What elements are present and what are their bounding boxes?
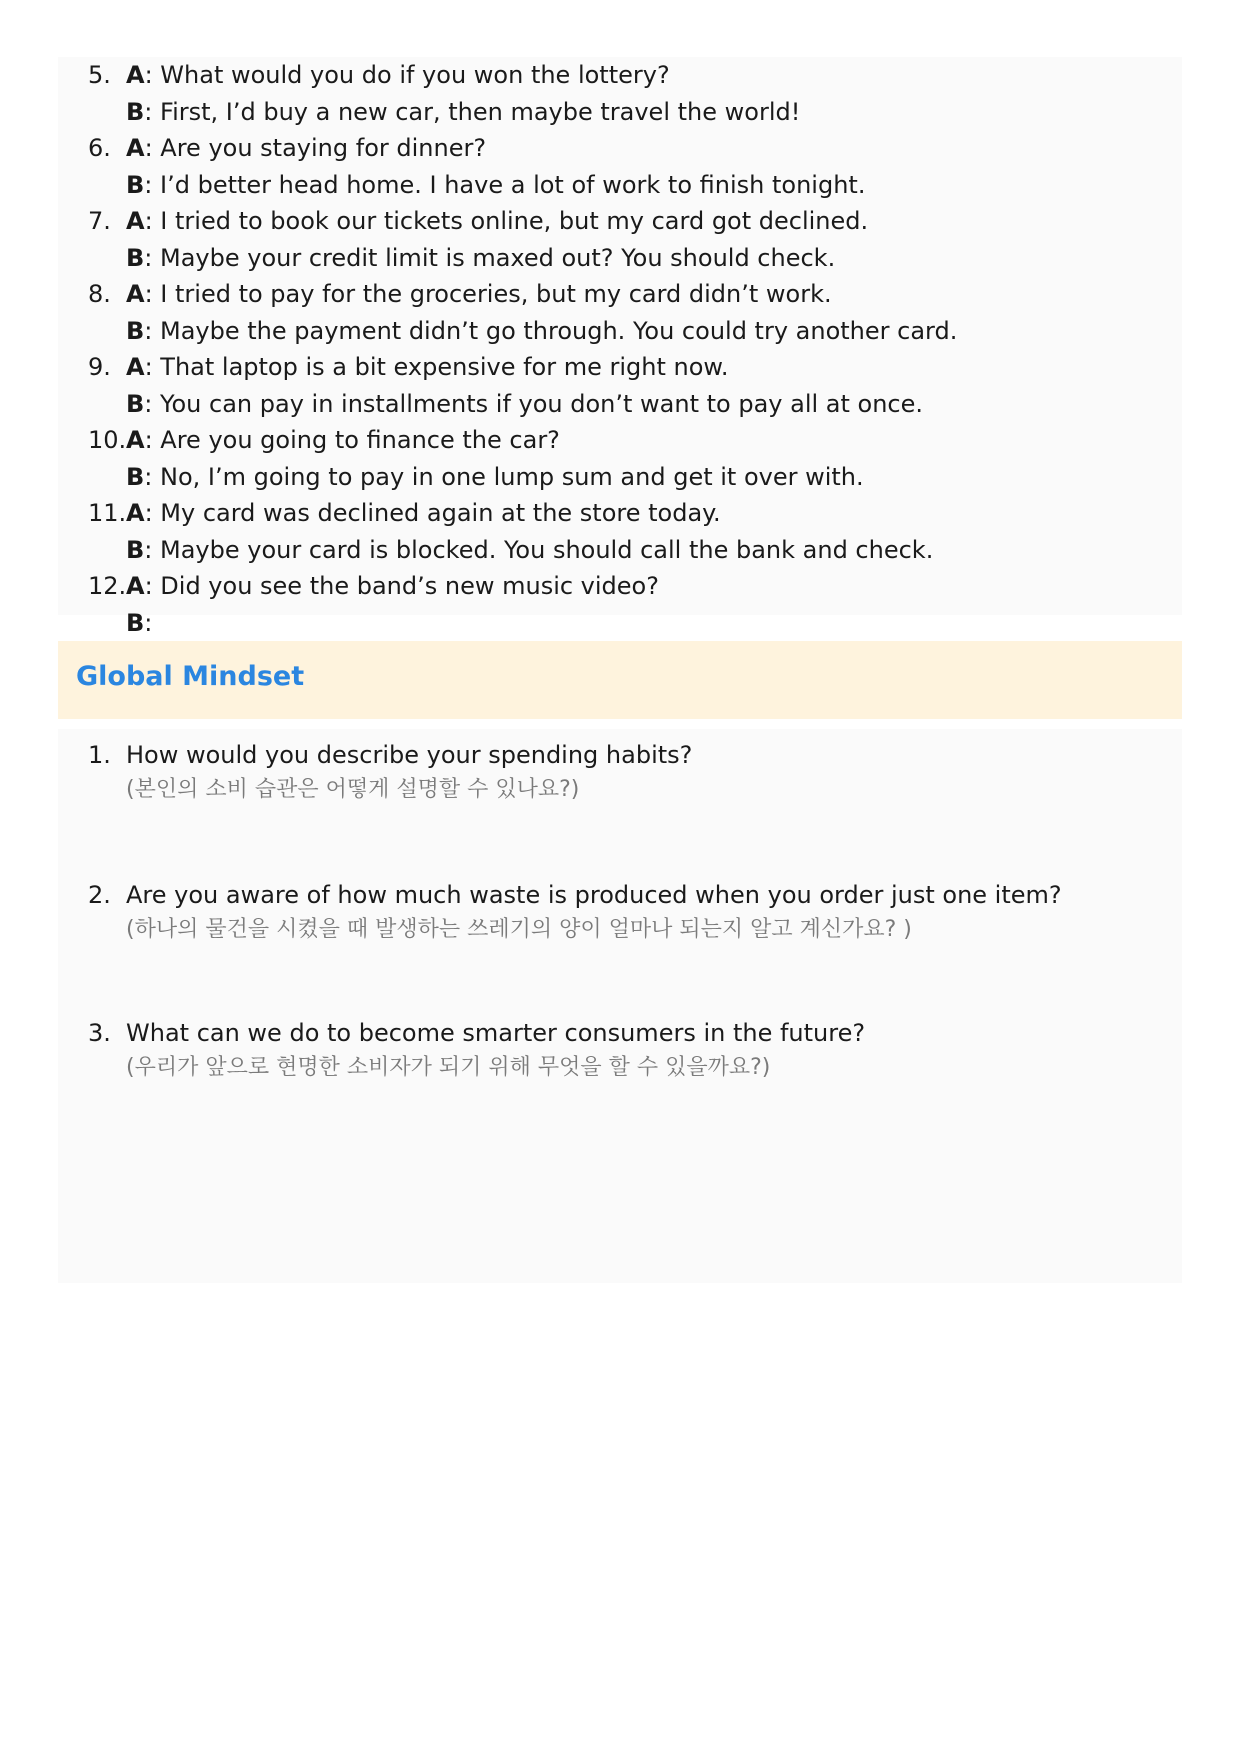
global-mindset-questions: [58, 729, 1182, 1283]
question-item-1: [88, 737, 1186, 807]
speaker-b: B: [126, 462, 145, 491]
speaker-b: B: [126, 97, 145, 126]
line-b: B: I’d better head home. I have a lot of work to finish tonight.: [126, 170, 866, 199]
line-a-text: I tried to book our tickets online, but my card got declined.: [160, 207, 869, 235]
line-b-text: Maybe your card is blocked. You should call the bank and check.: [160, 535, 934, 564]
line-b: B: Maybe your card is blocked. You should call the bank and check.: [126, 535, 934, 564]
line-a: A: I tried to pay for the groceries, but my card didn’t work.: [126, 280, 832, 308]
question-number: 1.: [88, 741, 111, 769]
line-b: B: Maybe your credit limit is maxed out? You should check.: [126, 243, 836, 272]
dialogue-number: 10.: [88, 426, 127, 454]
global-mindset-header: [58, 641, 1182, 719]
dialogue-number: 11.: [88, 499, 127, 527]
line-b: B:: [126, 608, 153, 637]
question-text: What can we do to become smarter consumers in the future?: [126, 1019, 866, 1047]
question-text: Are you aware of how much waste is produced when you order just one item?: [126, 881, 1062, 909]
dialogue-list: [88, 57, 1148, 641]
line-a: A: Did you see the band’s new music video?: [126, 572, 659, 600]
speaker-a: A: [126, 280, 145, 308]
line-a-text: Did you see the band’s new music video?: [160, 572, 659, 600]
speaker-a: A: [126, 207, 145, 235]
dialogue-item-5: [88, 57, 1148, 130]
dialogue-number: 9.: [88, 353, 111, 381]
line-b: B: No, I’m going to pay in one lump sum and get it over with.: [126, 462, 864, 491]
dialogue-item-11: [88, 495, 1148, 568]
line-b-text: Maybe your credit limit is maxed out? You should check.: [160, 243, 836, 272]
question-number: 3.: [88, 1019, 111, 1047]
line-a: A: What would you do if you won the lottery?: [126, 61, 670, 89]
speaker-b: B: [126, 608, 145, 637]
line-a-text: Are you going to finance the car?: [160, 426, 560, 454]
dialogue-number: 5.: [88, 61, 111, 89]
speaker-a: A: [126, 572, 145, 600]
line-b-text: You can pay in installments if you don’t want to pay all at once.: [160, 389, 924, 418]
line-b-text: I’d better head home. I have a lot of work to finish tonight.: [160, 170, 866, 199]
question-item-2: [88, 877, 1186, 947]
question-number: 2.: [88, 881, 111, 909]
line-a: A: Are you staying for dinner?: [126, 134, 487, 162]
dialogue-item-12: [88, 568, 1148, 641]
line-a: A: That laptop is a bit expensive for me right now.: [126, 353, 729, 381]
dialogue-number: 12.: [88, 572, 127, 600]
speaker-a: A: [126, 426, 145, 454]
question-translation: (본인의 소비 습관은 어떻게 설명할 수 있나요?): [126, 777, 580, 802]
speaker-b: B: [126, 170, 145, 199]
speaker-b: B: [126, 389, 145, 418]
line-b-text: No, I’m going to pay in one lump sum and get it over with.: [160, 462, 864, 491]
line-a: A: Are you going to finance the car?: [126, 426, 560, 454]
dialogue-number: 8.: [88, 280, 111, 308]
dialogue-item-10: [88, 422, 1148, 495]
line-b-text: First, I’d buy a new car, then maybe travel the world!: [160, 97, 801, 126]
line-a-text: That laptop is a bit expensive for me right now.: [160, 353, 729, 381]
speaker-b: B: [126, 243, 145, 272]
line-a-text: My card was declined again at the store today.: [160, 499, 721, 527]
speaker-b: B: [126, 535, 145, 564]
dialogue-item-8: [88, 276, 1148, 349]
dialogue-item-6: [88, 130, 1148, 203]
line-b: B: First, I’d buy a new car, then maybe travel the world!: [126, 97, 801, 126]
question-translation: (하나의 물건을 시켰을 때 발생하는 쓰레기의 양이 얼마나 되는지 알고 계신가요? ): [126, 917, 912, 942]
line-a: A: I tried to book our tickets online, but my card got declined.: [126, 207, 869, 235]
speaker-a: A: [126, 61, 145, 89]
line-a-text: What would you do if you won the lottery?: [160, 61, 670, 89]
line-a: A: My card was declined again at the store today.: [126, 499, 721, 527]
speaker-a: A: [126, 499, 145, 527]
line-b: B: You can pay in installments if you don’t want to pay all at once.: [126, 389, 924, 418]
question-item-3: [88, 1015, 1186, 1085]
line-a-text: I tried to pay for the groceries, but my card didn’t work.: [160, 280, 832, 308]
question-translation: (우리가 앞으로 현명한 소비자가 되기 위해 무엇을 할 수 있을까요?): [126, 1055, 771, 1080]
speaker-b: B: [126, 316, 145, 345]
dialogue-item-7: [88, 203, 1148, 276]
line-a-text: Are you staying for dinner?: [160, 134, 487, 162]
dialogue-item-9: [88, 349, 1148, 422]
speaker-a: A: [126, 134, 145, 162]
line-b: B: Maybe the payment didn’t go through. You could try another card.: [126, 316, 958, 345]
section-title: Global Mindset: [76, 661, 305, 692]
question-text: How would you describe your spending habits?: [126, 741, 693, 769]
dialogue-number: 7.: [88, 207, 111, 235]
line-b-text: Maybe the payment didn’t go through. You could try another card.: [160, 316, 958, 345]
dialogue-number: 6.: [88, 134, 111, 162]
dialogue-panel: [58, 57, 1182, 637]
speaker-a: A: [126, 353, 145, 381]
